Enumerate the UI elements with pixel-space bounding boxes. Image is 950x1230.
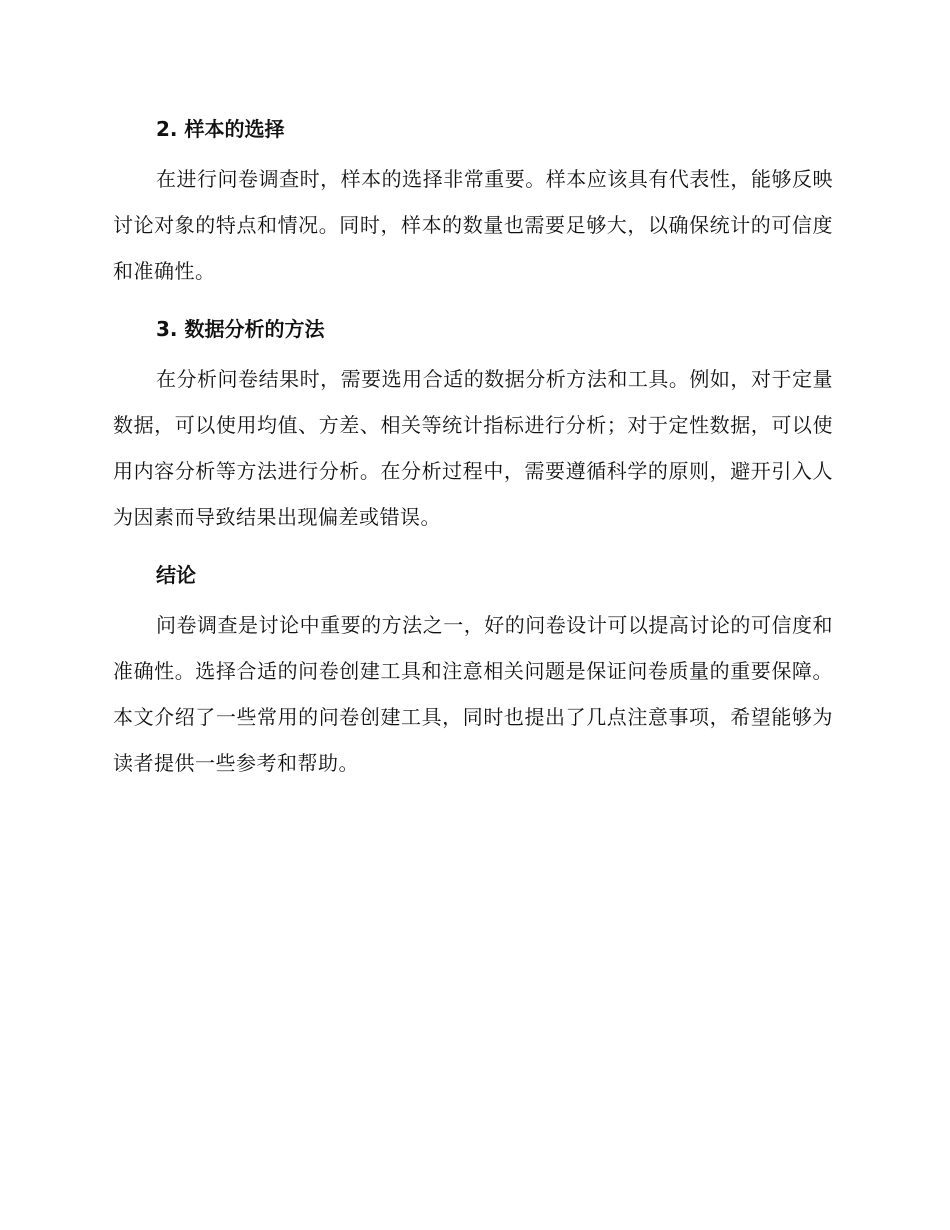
document-body (113, 106, 833, 786)
section-heading: 2. 样本的选择 (156, 117, 285, 141)
section-sample-selection (113, 106, 833, 294)
section-data-analysis (113, 306, 833, 540)
section-heading: 3. 数据分析的方法 (156, 317, 325, 341)
section-paragraph: 在分析问卷结果时，需要选用合适的数据分析方法和工具。例如，对于定量数据，可以使用均值、方差、相关等统计指标进行分析；对于定性数据，可以使用内容分析等方法进行分析。在分析过程中，需要遵循科学的原则，避开引入人为因素而导致结果出现偏差或错误。 (113, 367, 833, 529)
section-paragraph: 问卷调查是讨论中重要的方法之一，好的问卷设计可以提高讨论的可信度和准确性。选择合适的问卷创建工具和注意相关问题是保证问卷质量的重要保障。本文介绍了一些常用的问卷创建工具，同时也提出了几点注意事项，希望能够为读者提供一些参考和帮助。 (113, 613, 833, 775)
section-conclusion (113, 552, 833, 786)
section-paragraph: 在进行问卷调查时，样本的选择非常重要。样本应该具有代表性，能够反映讨论对象的特点和情况。同时，样本的数量也需要足够大，以确保统计的可信度和准确性。 (113, 167, 833, 283)
section-heading: 结论 (156, 563, 196, 587)
